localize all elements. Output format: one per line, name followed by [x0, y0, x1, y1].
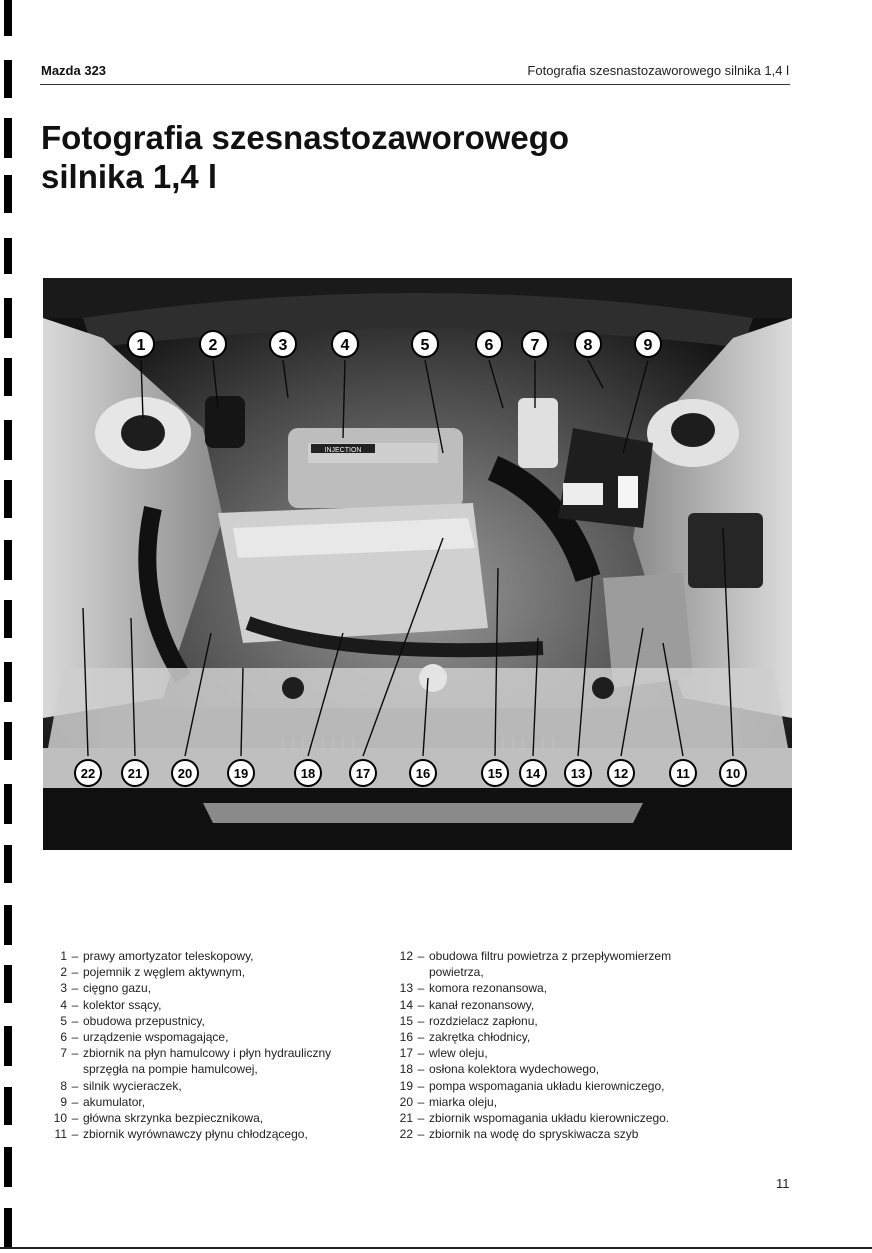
legend-left	[46, 948, 376, 1142]
header-left: Mazda 323	[41, 63, 107, 78]
legend-text: silnik wycieraczek,	[83, 1078, 182, 1093]
legend-dash: –	[417, 1127, 425, 1142]
svg-text:5: 5	[420, 337, 430, 354]
legend-number: 8	[60, 1078, 67, 1093]
callout-20	[172, 760, 198, 786]
callout-10	[720, 760, 746, 786]
legend-number: 10	[53, 1111, 67, 1126]
legend-item	[46, 1094, 376, 1110]
legend-item	[392, 1045, 722, 1061]
legend-dash: –	[417, 1046, 425, 1061]
legend-text: cięgno gazu,	[83, 981, 152, 996]
callout-19	[228, 760, 254, 786]
svg-text:11: 11	[676, 766, 690, 781]
legend-item	[46, 1078, 376, 1094]
legend-dash: –	[417, 949, 425, 963]
legend-text: kanał rezonansowy,	[429, 997, 535, 1012]
callout-17	[350, 760, 376, 786]
callout-13	[565, 760, 591, 786]
legend-text: zakrętka chłodnicy,	[429, 1030, 531, 1045]
legend-dash: –	[417, 981, 425, 996]
legend-dash: –	[417, 1078, 425, 1093]
engine-photo	[43, 278, 792, 850]
svg-text:22: 22	[80, 766, 96, 781]
legend-text: komora rezonansowa,	[429, 981, 548, 996]
legend-text: wlew oleju,	[429, 1046, 488, 1061]
legend-item	[392, 1013, 722, 1029]
legend-dash: –	[417, 997, 425, 1012]
legend-text: obudowa przepustnicy,	[83, 1013, 205, 1028]
svg-text:10: 10	[725, 766, 741, 781]
svg-text:20: 20	[177, 766, 193, 781]
legend-number: 22	[399, 1127, 413, 1142]
header-right: Fotografia szesnastozaworowego silnika 1,4 l	[527, 63, 789, 78]
svg-text:17: 17	[355, 766, 371, 781]
legend-number: 16	[399, 1030, 413, 1045]
legend-dash: –	[71, 1127, 79, 1142]
svg-text:2: 2	[208, 337, 218, 354]
legend-item	[392, 1078, 722, 1094]
legend-dash: –	[417, 1013, 425, 1028]
legend-text: zbiornik wyrównawczy płynu chłodzącego,	[83, 1127, 308, 1142]
legend-text: zbiornik wspomagania układu kierowniczego.	[429, 1111, 670, 1126]
legend-dash: –	[71, 997, 79, 1012]
svg-text:7: 7	[530, 337, 540, 354]
legend-text: miarka oleju,	[429, 1094, 498, 1109]
legend-text: urządzenie wspomagające,	[83, 1030, 229, 1045]
callout-5	[412, 331, 438, 357]
callout-2	[200, 331, 226, 357]
callout-4	[332, 331, 358, 357]
legend-dash: –	[71, 1078, 79, 1093]
callout-8	[575, 331, 601, 357]
legend-item	[46, 1045, 376, 1061]
legend-dash: –	[71, 981, 79, 996]
svg-text:6: 6	[484, 337, 494, 354]
legend-dash: –	[71, 1111, 79, 1126]
legend-number: 1	[60, 949, 67, 963]
legend-number: 14	[399, 997, 413, 1012]
callout-7	[522, 331, 548, 357]
legend-number: 2	[60, 965, 67, 980]
legend-dash: –	[417, 1094, 425, 1109]
callout-22	[75, 760, 101, 786]
legend-text-continuation: powietrza,	[429, 965, 484, 980]
callout-21	[122, 760, 148, 786]
legend-dash: –	[71, 949, 79, 963]
legend-item-continuation	[46, 1061, 376, 1077]
callout-12	[608, 760, 634, 786]
legend-item	[46, 1110, 376, 1126]
page-number: 11	[776, 1176, 790, 1191]
legend-text: obudowa filtru powietrza z przepływomierzem	[429, 949, 672, 963]
callout-11	[670, 760, 696, 786]
legend-number: 4	[60, 997, 67, 1012]
legend-text: akumulator,	[83, 1094, 146, 1109]
legend-dash: –	[417, 1111, 425, 1126]
legend-number: 13	[399, 981, 413, 996]
legend-text: pompa wspomagania układu kierowniczego,	[429, 1078, 665, 1093]
legend-item	[392, 1029, 722, 1045]
svg-text:15: 15	[487, 766, 503, 781]
callout-3	[270, 331, 296, 357]
legend-number: 7	[60, 1046, 67, 1061]
legend-text: zbiornik na płyn hamulcowy i płyn hydrauliczny	[83, 1046, 332, 1061]
legend-number: 19	[399, 1078, 413, 1093]
svg-text:4: 4	[340, 337, 350, 354]
legend-number: 3	[60, 981, 67, 996]
svg-text:21: 21	[127, 766, 143, 781]
legend-text: pojemnik z węglem aktywnym,	[83, 965, 246, 980]
header-rule	[40, 84, 790, 85]
page-title-line1: Fotografia szesnastozaworowego	[41, 119, 570, 156]
legend-dash: –	[71, 1046, 79, 1061]
callout-14	[520, 760, 546, 786]
legend-item	[392, 948, 722, 964]
svg-text:14: 14	[525, 766, 541, 781]
callout-16	[410, 760, 436, 786]
legend-item	[46, 997, 376, 1013]
legend-item-continuation	[392, 964, 722, 980]
injection-badge: INJECTION	[324, 447, 362, 454]
legend-item	[392, 1126, 722, 1142]
legend-dash: –	[71, 965, 79, 980]
svg-text:3: 3	[278, 337, 288, 354]
legend-text: kolektor ssący,	[83, 997, 162, 1012]
legend-number: 21	[399, 1111, 413, 1126]
legend-number: 6	[60, 1030, 67, 1045]
svg-text:12: 12	[613, 766, 629, 781]
callout-18	[295, 760, 321, 786]
callout-6	[476, 331, 502, 357]
legend-number: 9	[60, 1094, 67, 1109]
legend-item	[46, 980, 376, 996]
legend-item	[392, 1094, 722, 1110]
legend-number: 20	[399, 1094, 413, 1109]
legend-number: 18	[399, 1062, 413, 1077]
legend-dash: –	[71, 1094, 79, 1109]
legend-right	[392, 948, 722, 1142]
svg-text:16: 16	[415, 766, 431, 781]
legend-dash: –	[71, 1013, 79, 1028]
legend-item	[46, 964, 376, 980]
legend-item	[392, 1061, 722, 1077]
legend-number: 12	[399, 949, 413, 963]
legend-item	[392, 1110, 722, 1126]
legend-item	[46, 1029, 376, 1045]
legend-text: rozdzielacz zapłonu,	[429, 1013, 538, 1028]
svg-text:9: 9	[643, 337, 653, 354]
legend-number: 17	[399, 1046, 413, 1061]
legend-dash: –	[417, 1062, 425, 1077]
svg-text:19: 19	[233, 766, 249, 781]
legend-item	[46, 1013, 376, 1029]
svg-text:13: 13	[570, 766, 586, 781]
legend-text: zbiornik na wodę do spryskiwacza szyb	[429, 1127, 639, 1142]
legend-text: osłona kolektora wydechowego,	[429, 1062, 600, 1077]
callout-1	[128, 331, 154, 357]
legend-text: główna skrzynka bezpiecznikowa,	[83, 1111, 264, 1126]
callout-15	[482, 760, 508, 786]
svg-text:8: 8	[583, 337, 593, 354]
page-title-line2: silnika 1,4 l	[41, 158, 218, 195]
svg-text:1: 1	[136, 337, 146, 354]
callout-9	[635, 331, 661, 357]
legend-number: 11	[54, 1127, 67, 1142]
legend-dash: –	[417, 1030, 425, 1045]
legend-text-continuation: sprzęgła na pompie hamulcowej,	[83, 1062, 258, 1077]
legend-item	[392, 997, 722, 1013]
svg-text:18: 18	[300, 766, 316, 781]
page-title	[41, 118, 741, 196]
legend-text: prawy amortyzator teleskopowy,	[83, 949, 254, 963]
legend-item	[46, 1126, 376, 1142]
legend-item	[46, 948, 376, 964]
bottom-rule	[0, 1247, 872, 1249]
legend-number: 5	[60, 1013, 67, 1028]
legend-number: 15	[399, 1013, 413, 1028]
legend-dash: –	[71, 1030, 79, 1045]
legend-item	[392, 980, 722, 996]
